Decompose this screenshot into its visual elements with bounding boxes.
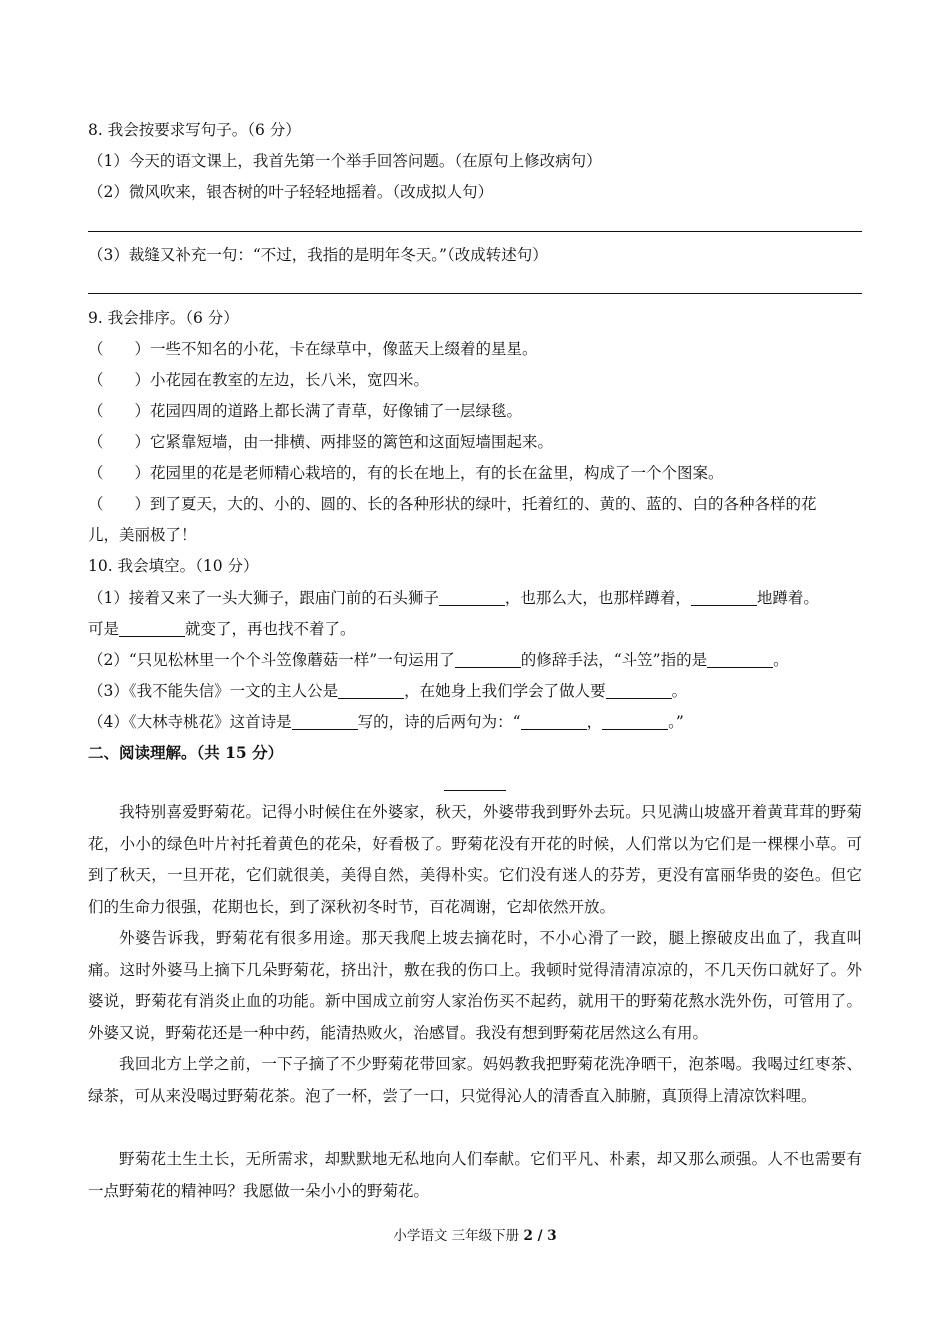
- q10-line-3: [88, 650, 789, 670]
- q8-sentence-2: （2）微风吹来，银杏树的叶子轻轻地摇着。（改成拟人句）: [88, 183, 494, 201]
- q10-text: ，: [586, 713, 603, 731]
- q9-item-2: （ ）小花园在教室的左边，长八米，宽四米。: [88, 371, 430, 389]
- q10-text: 写的，诗的后两句为：“: [357, 713, 521, 731]
- q8-title: 8. 我会按要求写句子。（6 分）: [88, 121, 301, 139]
- q8-answer-line-1[interactable]: [88, 231, 862, 232]
- q10-text: （1）接着又来了一头大狮子，跟庙门前的石头狮子: [88, 589, 439, 607]
- q8-sentence-3: （3）裁缝又补充一句：“不过，我指的是明年冬天。”（改成转述句）: [88, 246, 548, 264]
- q9-item-6-continued: 儿，美丽极了！: [88, 526, 197, 544]
- q10-blank[interactable]: [521, 713, 587, 730]
- q10-text: （4）《大林寺桃花》这首诗是: [88, 713, 292, 731]
- q10-line-2: [88, 619, 356, 639]
- q8-sentence-1: （1）今天的语文课上，我首先第一个举手回答问题。（在原句上修改病句）: [88, 152, 602, 170]
- q10-line-5: [88, 712, 684, 732]
- q10-blank[interactable]: [119, 620, 185, 637]
- q9-item-6: （ ）到了夏天，大的、小的、圆的、长的各种形状的绿叶，托着红的、黄的、蓝的、白的各种各样的花: [88, 495, 817, 513]
- passage-paragraph-4: 野菊花土生土长，无所需求，却默默地无私地向人们奉献。它们平凡、朴素，却又那么顽强。人不也需要有一点野菊花的精神吗？我愿做一朵小小的野菊花。: [88, 1150, 862, 1200]
- footer-subject: 小学语文 三年级下册: [393, 1228, 520, 1244]
- page-footer: [0, 1227, 950, 1245]
- q9-item-4: （ ）它紧靠短墙，由一排横、两排竖的篱笆和这面短墙围起来。: [88, 433, 554, 451]
- q10-text: ，在她身上我们学会了做人要: [404, 682, 606, 700]
- footer-total-pages: 3: [547, 1228, 557, 1244]
- q10-blank[interactable]: [439, 589, 505, 606]
- q10-text: ，也那么大，也那样蹲着，: [504, 589, 691, 607]
- q10-text: 。: [773, 651, 789, 669]
- q9-title: 9. 我会排序。（6 分）: [88, 309, 239, 327]
- q10-text: 地蹲着。: [756, 589, 819, 607]
- q10-text: 可是: [88, 620, 120, 638]
- q10-text: （2）“只见松林里一个个斗笠像蘑菇一样”一句运用了: [88, 651, 455, 669]
- footer-page-number: 2: [523, 1228, 533, 1244]
- passage-paragraph-3: 我回北方上学之前，一下子摘了不少野菊花带回家。妈妈教我把野菊花洗净晒干，泡茶喝。我喝过红枣茶、绿茶，可从来没喝过野菊花茶。泡了一杯，尝了一口，只觉得沁人的清香直入肺腑，真顶得上清凉饮料哩。: [88, 1055, 862, 1105]
- q10-blank[interactable]: [338, 682, 404, 699]
- q10-text: 。”: [668, 713, 684, 731]
- q10-title: 10. 我会填空。（10 分）: [88, 557, 259, 575]
- passage-title-blank[interactable]: [444, 790, 506, 791]
- q10-text: 的修辞手法，“斗笠”指的是: [520, 651, 708, 669]
- q9-item-1: （ ）一些不知名的小花，卡在绿草中，像蓝天上缀着的星星。: [88, 340, 538, 358]
- q10-blank[interactable]: [455, 651, 521, 668]
- passage-paragraph-1: 我特别喜爱野菊花。记得小时候住在外婆家，秋天，外婆带我到野外去玩。只见满山坡盛开着黄茸茸的野菊花，小小的绿色叶片衬托着黄色的花朵，好看极了。野菊花没有开花的时候，人们常以为它们是一棵棵小草。可到了秋天，一旦开花，它们就很美，美得自然，美得朴实。它们没有迷人的芬芳，更没有富丽华贵的姿色。但它们的生命力很强，花期也长，到了深秋初冬时节，百花凋谢，它却依然开放。: [88, 803, 862, 916]
- q9-item-5: （ ）花园里的花是老师精心栽培的，有的长在地上，有的长在盆里，构成了一个个图案。: [88, 464, 724, 482]
- footer-separator: /: [532, 1228, 548, 1244]
- q10-blank[interactable]: [691, 589, 757, 606]
- q10-text: 就变了，再也找不着了。: [185, 620, 356, 638]
- section-2-title: 二、阅读理解。（共 15 分）: [88, 743, 284, 762]
- q9-item-3: （ ）花园四周的道路上都长满了青草，好像铺了一层绿毯。: [88, 402, 523, 420]
- q10-blank[interactable]: [606, 682, 672, 699]
- q10-text: 。: [671, 682, 688, 700]
- q10-line-1: [88, 588, 819, 608]
- q10-blank[interactable]: [707, 651, 773, 668]
- q10-line-4: [88, 681, 687, 701]
- q10-text: （3）《我不能失信》一文的主人公是: [88, 682, 339, 700]
- q8-answer-line-2[interactable]: [88, 293, 862, 294]
- q10-blank[interactable]: [602, 713, 668, 730]
- passage-paragraph-2: 外婆告诉我，野菊花有很多用途。那天我爬上坡去摘花时，不小心滑了一跤，腿上擦破皮出血了，我直叫痛。这时外婆马上摘下几朵野菊花，挤出汁，敷在我的伤口上。我顿时觉得清清凉凉的，不几天伤口就好了。外婆说，野菊花有消炎止血的功能。新中国成立前穷人家治伤买不起药，就用干的野菊花熬水洗外伤，可管用了。外婆又说，野菊花还是一种中药，能清热败火，治感冒。我没有想到野菊花居然这么有用。: [88, 929, 862, 1042]
- q10-blank[interactable]: [292, 713, 358, 730]
